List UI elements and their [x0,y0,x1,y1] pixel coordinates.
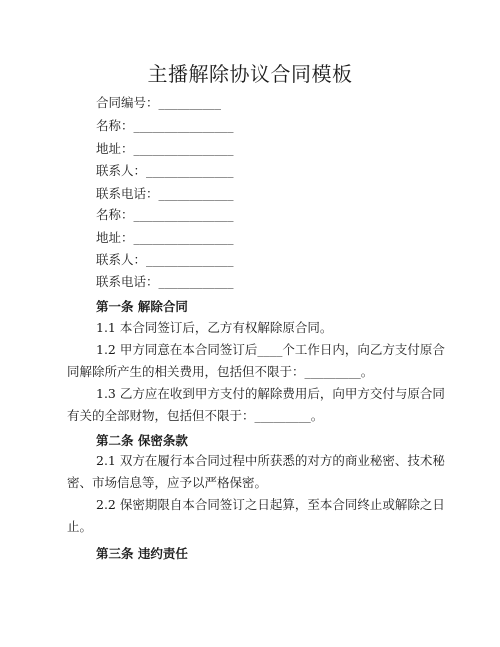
party-a-name-field: 名称：________________ [96,118,234,133]
party-b-contact-field: 联系人：______________ [96,252,234,267]
party-b-phone-field: 联系电话：____________ [96,274,234,289]
document-title: 主播解除协议合同模板 [147,62,353,86]
clause-1-3-line-1: 1.3 乙方应在收到甲方支付的解除费用后，向甲方交付与原合同 [96,386,445,401]
section-3-heading: 第三条 违约责任 [96,546,188,561]
party-a-contact-field: 联系人：______________ [96,163,234,178]
contract-number-field: 合同编号：__________ [96,95,222,110]
clause-1-2-line-1: 1.2 甲方同意在本合同签订后____个工作日内，向乙方支付原合 [96,342,445,357]
clause-1-3-line-2: 有关的全部财物，包括但不限于：_________。 [67,408,324,423]
party-b-address-field: 地址：________________ [96,230,234,245]
party-b-name-field: 名称：________________ [96,207,234,222]
section-1-heading: 第一条 解除合同 [96,299,188,314]
clause-2-2-line-2: 止。 [67,519,93,534]
clause-2-1-line-2: 密、市场信息等，应予以严格保密。 [67,475,268,490]
clause-1-1: 1.1 本合同签订后，乙方有权解除原合同。 [96,320,333,335]
clause-2-2-line-1: 2.2 保密期限自本合同签订之日起算，至本合同终止或解除之日 [96,497,445,512]
party-a-address-field: 地址：________________ [96,141,234,156]
clause-2-1-line-1: 2.1 双方在履行本合同过程中所获悉的对方的商业秘密、技术秘 [96,453,445,468]
section-2-heading: 第二条 保密条款 [96,433,188,448]
clause-1-2-line-2: 同解除所产生的相关费用，包括但不限于：_________。 [67,364,374,379]
party-a-phone-field: 联系电话：____________ [96,186,234,201]
